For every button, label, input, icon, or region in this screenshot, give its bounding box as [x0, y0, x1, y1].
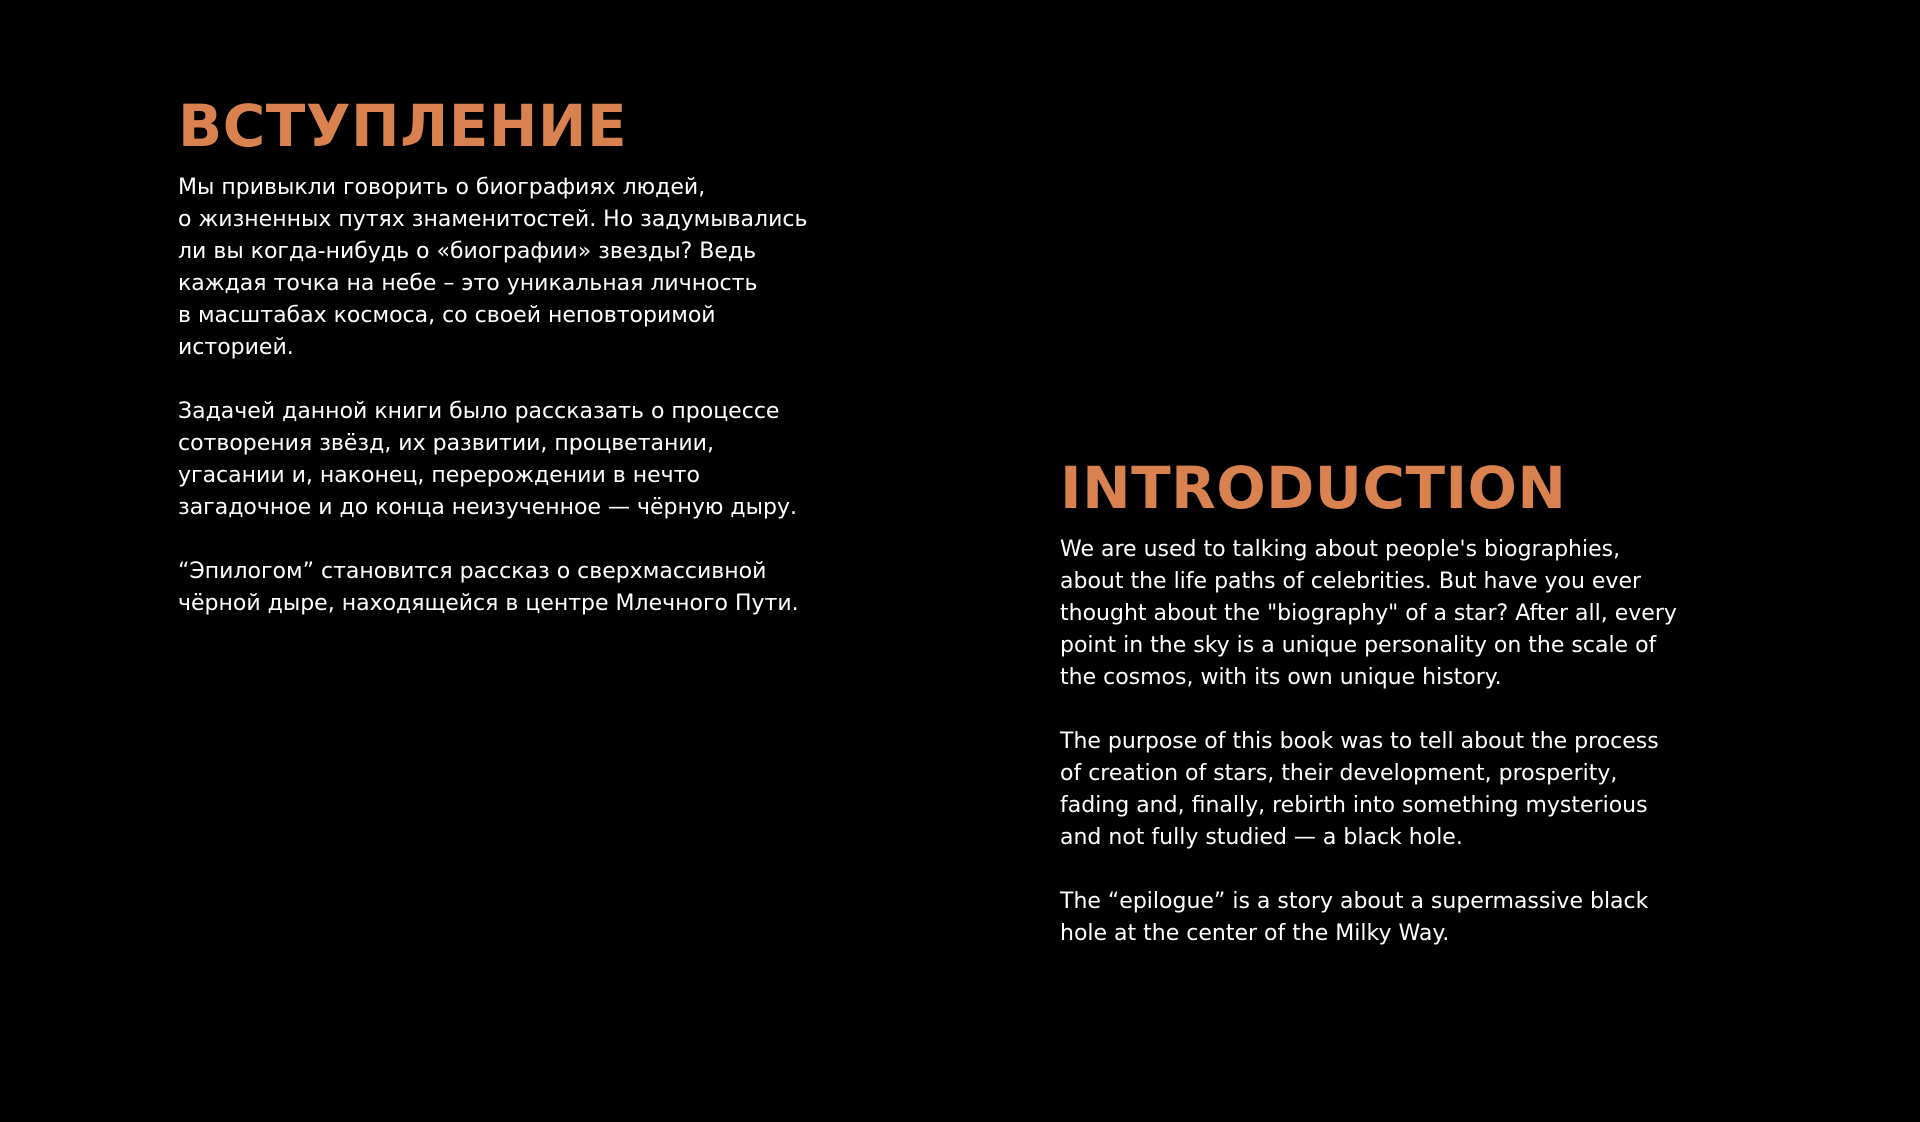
english-intro-section	[1060, 454, 1760, 950]
russian-body	[178, 172, 858, 620]
english-paragraph-2: The purpose of this book was to tell about the process of creation of stars, their development, prosperity, fading and, finally, rebirth into something mysterious and not fully studied — a black hole.	[1060, 729, 1659, 850]
english-heading: INTRODUCTION	[1060, 454, 1567, 522]
russian-paragraph-3: “Эпилогом” становится рассказ о сверхмассивной чёрной дыре, находящейся в центре Млечного Пути.	[178, 559, 799, 616]
english-body	[1060, 534, 1760, 950]
russian-paragraph-1: Мы привыкли говорить о биографиях людей, о жизненных путях знаменитостей. Но задумывались ли вы когда-нибудь о «биографии» звезды? Ведь каждая точка на небе – это уникальная личность в масштабах космоса, со своей неповторимой историей.	[178, 175, 808, 360]
english-paragraph-1: We are used to talking about people's biographies, about the life paths of celebrities. But have you ever thought about the "biography" of a star? After all, every point in the sky is a unique personality on the scale of the cosmos, with its own unique history.	[1060, 537, 1677, 690]
russian-intro-section	[178, 92, 858, 620]
russian-heading: ВСТУПЛЕНИЕ	[178, 92, 628, 160]
russian-paragraph-2: Задачей данной книги было рассказать о процессе сотворения звёзд, их развитии, процветании, угасании и, наконец, перерождении в нечто загадочное и до конца неизученное — чёрную дыру.	[178, 399, 797, 520]
english-paragraph-3: The “epilogue” is a story about a supermassive black hole at the center of the Milky Way.	[1060, 889, 1649, 946]
